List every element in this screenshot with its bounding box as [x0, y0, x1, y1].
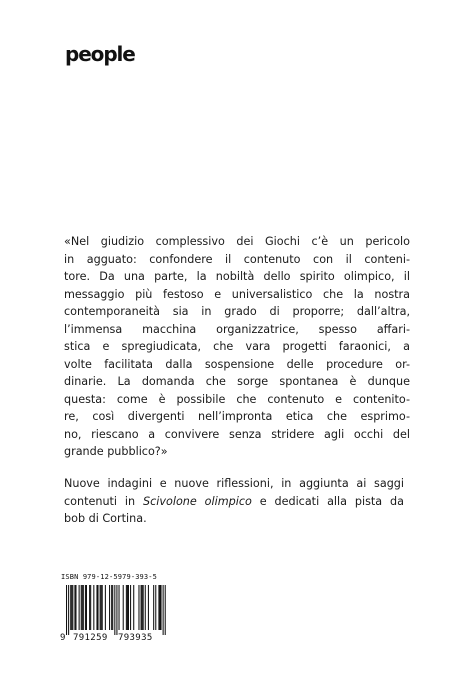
- back-cover-blurb: [64, 475, 404, 528]
- quote-line: «Nel giudizio complessivo dei Giochi c’è un pericolo: [64, 235, 410, 248]
- quote-line: in agguato: confondere il contenuto con il conteni-: [64, 252, 410, 266]
- barcode-bar: [102, 585, 103, 630]
- barcode-bar: [128, 585, 129, 630]
- barcode-bar: [127, 585, 128, 630]
- barcode-bar: [71, 585, 72, 630]
- barcode-bar: [130, 585, 131, 630]
- isbn-label: ISBN 979-12-5979-393-5: [61, 573, 158, 581]
- barcode-bar: [81, 585, 82, 630]
- quote-line: volte facilitata dalla sospensione delle procedure or-: [64, 357, 410, 371]
- barcode-bar: [126, 585, 127, 630]
- back-cover-quote: [64, 233, 410, 461]
- barcode-bar: [163, 585, 164, 635]
- barcode-bar: [165, 585, 166, 635]
- barcode-bar: [138, 585, 139, 630]
- barcode-bar: [98, 585, 99, 630]
- barcode-digits-left: 791259: [73, 633, 108, 643]
- quote-line: stica e spregiudicata, che vara progetti faraonici, a: [64, 340, 410, 353]
- barcode-bar: [159, 585, 160, 630]
- barcode-bar: [153, 585, 154, 630]
- barcode-bar: [82, 585, 83, 630]
- barcode-bar: [66, 585, 67, 635]
- quote-line: grande pubblico?»: [64, 445, 168, 458]
- barcode-bar: [116, 585, 117, 635]
- blurb-text: e dedicati alla pista da: [251, 494, 405, 508]
- barcode-bar: [93, 585, 94, 630]
- book-title-reference: Scivolone olimpico: [143, 494, 252, 508]
- barcode-bar: [70, 585, 71, 630]
- barcode-bar: [161, 585, 162, 630]
- blurb-line: [64, 493, 404, 511]
- barcode-bar: [72, 585, 73, 630]
- quote-line: tore. Da una parte, la nobiltà dello spirito olimpico, il: [64, 270, 410, 283]
- barcode-bar: [89, 585, 90, 630]
- barcode-bar: [79, 585, 80, 630]
- barcode-bar: [158, 585, 159, 630]
- barcode-digits-right: 793935: [118, 633, 153, 643]
- barcode-bar: [114, 585, 115, 635]
- quote-line: re, così divergenti nell’impronta etica che esprimo-: [64, 410, 410, 423]
- barcode-bar: [145, 585, 146, 630]
- barcode-bar: [96, 585, 97, 630]
- barcode-bar: [86, 585, 87, 630]
- barcode-bar: [142, 585, 143, 630]
- barcode-bar: [68, 585, 69, 635]
- blurb-line: Nuove indagini e nuove riflessioni, in aggiunta ai saggi: [64, 477, 404, 490]
- barcode-digit-first: 9: [60, 633, 66, 643]
- quote-line: contemporaneità sia in grado di proporre; dall’altra,: [64, 305, 410, 318]
- barcode-bar: [85, 585, 86, 630]
- quote-line: dinarie. La domanda che sorge spontanea è dunque: [64, 375, 410, 388]
- barcode: [66, 585, 167, 635]
- blurb-line: bob di Cortina.: [64, 512, 147, 525]
- barcode-bar: [155, 585, 156, 630]
- quote-line: l’immensa macchina organizzatrice, spesso affari-: [64, 322, 410, 336]
- barcode-bar: [148, 585, 149, 630]
- isbn-barcode-block: [60, 573, 180, 643]
- barcode-bar: [109, 585, 110, 630]
- quote-line: messaggio più festoso e universalistico che la nostra: [64, 287, 410, 301]
- barcode-bar: [100, 585, 101, 630]
- barcode-bar: [75, 585, 76, 630]
- publisher-logo: people: [65, 42, 135, 66]
- quote-line: questa: come è possibile che contenuto e contenito-: [64, 392, 410, 406]
- barcode-bar: [112, 585, 113, 630]
- barcode-bar: [111, 585, 112, 630]
- barcode-bar: [83, 585, 84, 630]
- barcode-bar: [133, 585, 134, 630]
- blurb-text: contenuti in: [64, 494, 144, 508]
- barcode-bar: [141, 585, 142, 630]
- barcode-bar: [90, 585, 91, 630]
- barcode-bar: [101, 585, 102, 630]
- barcode-bar: [74, 585, 75, 630]
- barcode-bar: [143, 585, 144, 630]
- barcode-bar: [123, 585, 124, 630]
- quote-line: no, riescano a convivere senza stridere agli occhi del: [64, 427, 410, 441]
- barcode-bar: [119, 585, 120, 630]
- barcode-bar: [105, 585, 106, 630]
